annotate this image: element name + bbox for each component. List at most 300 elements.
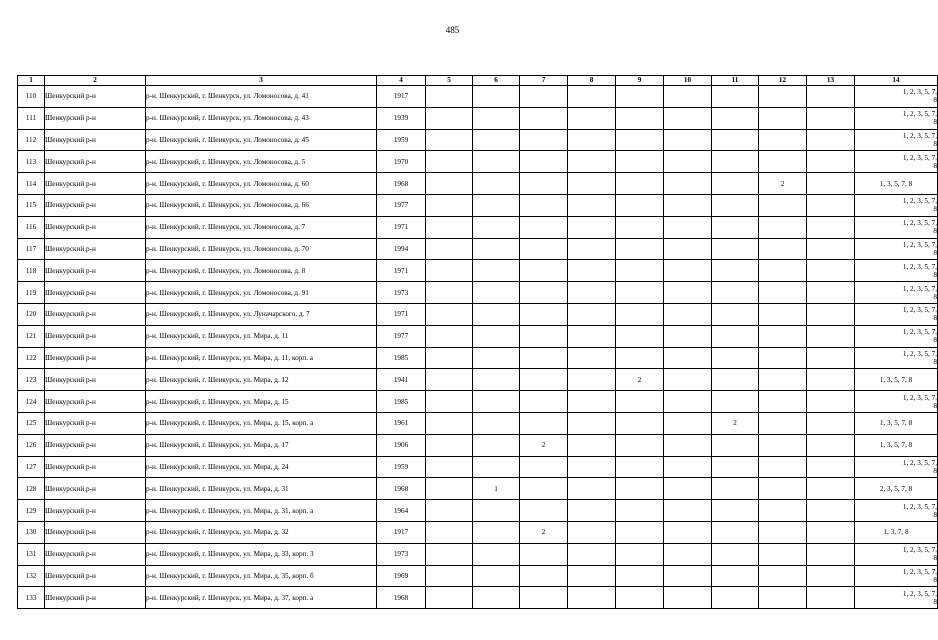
- row-number-cell: 128: [18, 478, 45, 500]
- col-8-cell: [568, 434, 616, 456]
- col-10-cell: [664, 369, 712, 391]
- col-11-cell: [712, 282, 759, 304]
- district-cell: Шенкурский р-н: [45, 151, 146, 173]
- col-14-line-2: 8: [933, 96, 937, 105]
- col-14-cell: [855, 543, 938, 565]
- col-11-cell: [712, 543, 759, 565]
- col-9-cell: [616, 478, 664, 500]
- address-cell: р-н. Шенкурский, г. Шенкурск, ул. Мира, д. 31: [146, 478, 377, 500]
- col-5-cell: [426, 543, 473, 565]
- table-row: [18, 86, 938, 108]
- col-11-cell: [712, 434, 759, 456]
- col-11-cell: [712, 194, 759, 216]
- col-12-cell: [759, 86, 807, 108]
- col-13-cell: [807, 282, 855, 304]
- col-14-cell: [855, 391, 938, 413]
- col-8-cell: [568, 587, 616, 609]
- col-9-cell: [616, 86, 664, 108]
- row-number-cell: 120: [18, 303, 45, 325]
- col-10-cell: [664, 325, 712, 347]
- col-11-cell: [712, 151, 759, 173]
- col-7-cell: [520, 412, 568, 434]
- year-cell: 1968: [377, 173, 426, 195]
- address-cell: р-н. Шенкурский, г. Шенкурск, ул. Ломоносова, д. 41: [146, 86, 377, 108]
- col-12-cell: [759, 347, 807, 369]
- col-7-cell: 2: [520, 521, 568, 543]
- row-number-cell: 111: [18, 107, 45, 129]
- table-row: [18, 543, 938, 565]
- col-5-cell: [426, 86, 473, 108]
- col-9-cell: [616, 173, 664, 195]
- col-8-cell: [568, 86, 616, 108]
- col-10-cell: [664, 260, 712, 282]
- col-12-cell: [759, 194, 807, 216]
- address-cell: р-н. Шенкурский, г. Шенкурск, ул. Ломоносова, д. 43: [146, 107, 377, 129]
- col-14-line-1: 1, 2, 3, 5, 7,: [902, 502, 937, 511]
- col-9-cell: [616, 543, 664, 565]
- address-cell: р-н. Шенкурский, г. Шенкурск, ул. Ломоносова, д. 91: [146, 282, 377, 304]
- col-14-line-1: 1, 2, 3, 5, 7,: [902, 131, 937, 140]
- table-row: [18, 260, 938, 282]
- district-cell: Шенкурский р-н: [45, 521, 146, 543]
- col-10-cell: [664, 456, 712, 478]
- table-row: [18, 456, 938, 478]
- column-header: 1: [18, 76, 45, 86]
- col-11-cell: [712, 500, 759, 522]
- district-cell: Шенкурский р-н: [45, 478, 146, 500]
- col-14-cell: [855, 107, 938, 129]
- col-10-cell: [664, 434, 712, 456]
- col-14-line-2: 8: [933, 248, 937, 257]
- col-7-cell: [520, 347, 568, 369]
- col-14-cell: [855, 369, 938, 391]
- col-5-cell: [426, 129, 473, 151]
- col-8-cell: [568, 260, 616, 282]
- district-cell: Шенкурский р-н: [45, 129, 146, 151]
- year-cell: 1985: [377, 347, 426, 369]
- col-8-cell: [568, 194, 616, 216]
- row-number-cell: 115: [18, 194, 45, 216]
- col-14-cell: [855, 282, 938, 304]
- col-10-cell: [664, 238, 712, 260]
- col-14-line-2: 8: [933, 336, 937, 345]
- col-7-cell: 2: [520, 434, 568, 456]
- col-5-cell: [426, 282, 473, 304]
- col-14-line-1: 1, 2, 3, 5, 7,: [902, 110, 937, 119]
- col-5-cell: [426, 260, 473, 282]
- address-cell: р-н. Шенкурский, г. Шенкурск, ул. Ломоносова, д. 8: [146, 260, 377, 282]
- col-9-cell: [616, 151, 664, 173]
- year-cell: 1971: [377, 303, 426, 325]
- col-14-cell: [855, 500, 938, 522]
- table-row: [18, 565, 938, 587]
- col-11-cell: [712, 303, 759, 325]
- table-row: [18, 391, 938, 413]
- address-cell: р-н. Шенкурский, г. Шенкурск, ул. Мира, д. 11: [146, 325, 377, 347]
- col-13-cell: [807, 260, 855, 282]
- col-11-cell: [712, 238, 759, 260]
- col-10-cell: [664, 303, 712, 325]
- col-5-cell: [426, 500, 473, 522]
- column-header: 12: [759, 76, 807, 86]
- col-6-cell: [473, 521, 520, 543]
- table-row: [18, 303, 938, 325]
- col-14-line-2: 8: [933, 401, 937, 410]
- column-header: 14: [855, 76, 938, 86]
- col-13-cell: [807, 456, 855, 478]
- col-12-cell: [759, 238, 807, 260]
- col-6-cell: [473, 194, 520, 216]
- col-7-cell: [520, 478, 568, 500]
- col-13-cell: [807, 151, 855, 173]
- district-cell: Шенкурский р-н: [45, 238, 146, 260]
- address-cell: р-н. Шенкурский, г. Шенкурск, ул. Мира, д. 35, корп. б: [146, 565, 377, 587]
- col-10-cell: [664, 391, 712, 413]
- col-8-cell: [568, 456, 616, 478]
- col-6-cell: [473, 347, 520, 369]
- col-6-cell: [473, 282, 520, 304]
- table-row: [18, 500, 938, 522]
- col-7-cell: [520, 194, 568, 216]
- col-14-line-1: 2, 3, 5, 7, 8: [879, 484, 913, 493]
- col-14-line-1: 1, 2, 3, 5, 7,: [902, 567, 937, 576]
- col-7-cell: [520, 565, 568, 587]
- table-row: [18, 587, 938, 609]
- row-number-cell: 131: [18, 543, 45, 565]
- col-14-line-2: 8: [933, 205, 937, 214]
- col-13-cell: [807, 194, 855, 216]
- col-12-cell: [759, 521, 807, 543]
- col-11-cell: [712, 478, 759, 500]
- table-body: [18, 86, 938, 609]
- col-14-line-1: 1, 2, 3, 5, 7,: [902, 589, 937, 598]
- col-8-cell: [568, 347, 616, 369]
- page-number: 485: [445, 25, 460, 35]
- col-13-cell: [807, 347, 855, 369]
- district-cell: Шенкурский р-н: [45, 194, 146, 216]
- col-14-cell: [855, 434, 938, 456]
- year-cell: 1985: [377, 391, 426, 413]
- col-11-cell: [712, 260, 759, 282]
- col-6-cell: [473, 260, 520, 282]
- row-number-cell: 133: [18, 587, 45, 609]
- col-7-cell: [520, 238, 568, 260]
- col-9-cell: [616, 325, 664, 347]
- col-6-cell: [473, 543, 520, 565]
- col-5-cell: [426, 347, 473, 369]
- column-header: 8: [568, 76, 616, 86]
- col-11-cell: [712, 129, 759, 151]
- col-14-line-1: 1, 2, 3, 5, 7,: [902, 328, 937, 337]
- column-header: 11: [712, 76, 759, 86]
- col-6-cell: [473, 391, 520, 413]
- col-7-cell: [520, 325, 568, 347]
- col-11-cell: [712, 173, 759, 195]
- address-cell: р-н. Шенкурский, г. Шенкурск, ул. Мира, д. 32: [146, 521, 377, 543]
- column-header: 3: [146, 76, 377, 86]
- row-number-cell: 121: [18, 325, 45, 347]
- col-13-cell: [807, 303, 855, 325]
- col-14-cell: [855, 565, 938, 587]
- address-cell: р-н. Шенкурский, г. Шенкурск, ул. Луначарского, д. 7: [146, 303, 377, 325]
- col-14-line-2: 8: [933, 139, 937, 148]
- address-cell: р-н. Шенкурский, г. Шенкурск, ул. Мира, д. 15: [146, 391, 377, 413]
- col-5-cell: [426, 565, 473, 587]
- col-12-cell: [759, 412, 807, 434]
- col-10-cell: [664, 543, 712, 565]
- district-cell: Шенкурский р-н: [45, 303, 146, 325]
- col-7-cell: [520, 500, 568, 522]
- row-number-cell: 123: [18, 369, 45, 391]
- col-10-cell: [664, 347, 712, 369]
- col-8-cell: [568, 369, 616, 391]
- row-number-cell: 125: [18, 412, 45, 434]
- table-row: [18, 521, 938, 543]
- col-14-cell: [855, 238, 938, 260]
- col-14-line-2: 8: [933, 227, 937, 236]
- row-number-cell: 127: [18, 456, 45, 478]
- col-9-cell: [616, 238, 664, 260]
- col-8-cell: [568, 500, 616, 522]
- col-7-cell: [520, 86, 568, 108]
- col-8-cell: [568, 391, 616, 413]
- col-14-line-2: 8: [933, 597, 937, 606]
- col-9-cell: [616, 500, 664, 522]
- col-8-cell: [568, 173, 616, 195]
- year-cell: 1973: [377, 543, 426, 565]
- col-14-line-1: 1, 2, 3, 5, 7,: [902, 262, 937, 271]
- year-cell: 1968: [377, 587, 426, 609]
- col-5-cell: [426, 303, 473, 325]
- row-number-cell: 129: [18, 500, 45, 522]
- col-14-cell: [855, 347, 938, 369]
- col-12-cell: [759, 391, 807, 413]
- address-cell: р-н. Шенкурский, г. Шенкурск, ул. Ломоносова, д. 66: [146, 194, 377, 216]
- col-14-line-2: 8: [933, 575, 937, 584]
- col-12-cell: [759, 587, 807, 609]
- row-number-cell: 122: [18, 347, 45, 369]
- col-5-cell: [426, 107, 473, 129]
- col-8-cell: [568, 216, 616, 238]
- col-10-cell: [664, 129, 712, 151]
- col-5-cell: [426, 151, 473, 173]
- year-cell: 1968: [377, 478, 426, 500]
- col-8-cell: [568, 107, 616, 129]
- col-14-line-2: 8: [933, 270, 937, 279]
- col-10-cell: [664, 412, 712, 434]
- col-14-line-2: 8: [933, 466, 937, 475]
- col-9-cell: [616, 565, 664, 587]
- col-9-cell: [616, 282, 664, 304]
- col-13-cell: [807, 129, 855, 151]
- col-12-cell: [759, 565, 807, 587]
- col-5-cell: [426, 456, 473, 478]
- col-9-cell: [616, 521, 664, 543]
- table-row: [18, 478, 938, 500]
- column-header: 9: [616, 76, 664, 86]
- year-cell: 1977: [377, 194, 426, 216]
- col-5-cell: [426, 194, 473, 216]
- table-row: [18, 129, 938, 151]
- year-cell: 1961: [377, 412, 426, 434]
- col-5-cell: [426, 412, 473, 434]
- col-10-cell: [664, 587, 712, 609]
- col-6-cell: [473, 412, 520, 434]
- year-cell: 1971: [377, 260, 426, 282]
- col-11-cell: [712, 107, 759, 129]
- col-14-cell: [855, 587, 938, 609]
- col-14-line-1: 1, 3, 5, 7, 8: [879, 179, 913, 188]
- col-12-cell: [759, 434, 807, 456]
- col-7-cell: [520, 260, 568, 282]
- col-8-cell: [568, 129, 616, 151]
- col-14-line-1: 1, 2, 3, 5, 7,: [902, 88, 937, 97]
- district-cell: Шенкурский р-н: [45, 434, 146, 456]
- col-13-cell: [807, 238, 855, 260]
- col-14-cell: [855, 303, 938, 325]
- col-12-cell: [759, 478, 807, 500]
- column-header: 6: [473, 76, 520, 86]
- col-13-cell: [807, 565, 855, 587]
- district-cell: Шенкурский р-н: [45, 347, 146, 369]
- district-cell: Шенкурский р-н: [45, 173, 146, 195]
- col-9-cell: [616, 129, 664, 151]
- col-10-cell: [664, 282, 712, 304]
- col-7-cell: [520, 151, 568, 173]
- col-6-cell: [473, 434, 520, 456]
- col-8-cell: [568, 151, 616, 173]
- year-cell: 1971: [377, 216, 426, 238]
- col-5-cell: [426, 587, 473, 609]
- column-header: 2: [45, 76, 146, 86]
- col-14-line-1: 1, 2, 3, 5, 7,: [902, 219, 937, 228]
- col-13-cell: [807, 325, 855, 347]
- table-row: [18, 325, 938, 347]
- col-12-cell: [759, 500, 807, 522]
- row-number-cell: 114: [18, 173, 45, 195]
- table-row: [18, 216, 938, 238]
- col-6-cell: [473, 500, 520, 522]
- col-11-cell: [712, 565, 759, 587]
- col-9-cell: [616, 347, 664, 369]
- col-11-cell: [712, 391, 759, 413]
- col-14-line-1: 1, 2, 3, 5, 7,: [902, 393, 937, 402]
- col-8-cell: [568, 412, 616, 434]
- year-cell: 1970: [377, 151, 426, 173]
- col-13-cell: [807, 216, 855, 238]
- col-14-line-1: 1, 2, 3, 5, 7,: [902, 349, 937, 358]
- table-row: [18, 412, 938, 434]
- district-cell: Шенкурский р-н: [45, 587, 146, 609]
- col-5-cell: [426, 238, 473, 260]
- col-14-cell: [855, 456, 938, 478]
- col-14-line-1: 1, 3, 5, 7, 8: [879, 441, 913, 450]
- district-cell: Шенкурский р-н: [45, 260, 146, 282]
- table-row: [18, 369, 938, 391]
- col-14-cell: [855, 151, 938, 173]
- col-7-cell: [520, 369, 568, 391]
- col-6-cell: [473, 456, 520, 478]
- col-12-cell: [759, 107, 807, 129]
- col-14-line-2: 8: [933, 161, 937, 170]
- row-number-cell: 116: [18, 216, 45, 238]
- col-9-cell: [616, 216, 664, 238]
- col-10-cell: [664, 521, 712, 543]
- row-number-cell: 112: [18, 129, 45, 151]
- col-6-cell: [473, 173, 520, 195]
- col-7-cell: [520, 216, 568, 238]
- row-number-cell: 132: [18, 565, 45, 587]
- col-12-cell: [759, 303, 807, 325]
- col-13-cell: [807, 521, 855, 543]
- year-cell: 1977: [377, 325, 426, 347]
- col-13-cell: [807, 500, 855, 522]
- district-cell: Шенкурский р-н: [45, 500, 146, 522]
- district-cell: Шенкурский р-н: [45, 391, 146, 413]
- district-cell: Шенкурский р-н: [45, 543, 146, 565]
- col-14-line-2: 8: [933, 510, 937, 519]
- row-number-cell: 118: [18, 260, 45, 282]
- col-10-cell: [664, 565, 712, 587]
- col-8-cell: [568, 478, 616, 500]
- col-9-cell: [616, 456, 664, 478]
- col-14-line-2: 8: [933, 314, 937, 323]
- col-8-cell: [568, 238, 616, 260]
- year-cell: 1917: [377, 521, 426, 543]
- col-13-cell: [807, 412, 855, 434]
- col-12-cell: [759, 129, 807, 151]
- address-cell: р-н. Шенкурский, г. Шенкурск, ул. Ломоносова, д. 60: [146, 173, 377, 195]
- row-number-cell: 126: [18, 434, 45, 456]
- col-5-cell: [426, 391, 473, 413]
- col-6-cell: [473, 107, 520, 129]
- col-14-line-1: 1, 3, 7, 8: [883, 528, 909, 537]
- col-11-cell: [712, 369, 759, 391]
- col-7-cell: [520, 587, 568, 609]
- address-cell: р-н. Шенкурский, г. Шенкурск, ул. Мира, д. 15, корп. а: [146, 412, 377, 434]
- district-cell: Шенкурский р-н: [45, 412, 146, 434]
- col-7-cell: [520, 391, 568, 413]
- year-cell: 1941: [377, 369, 426, 391]
- col-7-cell: [520, 543, 568, 565]
- col-5-cell: [426, 369, 473, 391]
- col-13-cell: [807, 543, 855, 565]
- col-7-cell: [520, 107, 568, 129]
- col-6-cell: [473, 238, 520, 260]
- col-12-cell: [759, 260, 807, 282]
- col-12-cell: [759, 282, 807, 304]
- col-8-cell: [568, 543, 616, 565]
- col-14-cell: [855, 521, 938, 543]
- col-9-cell: [616, 107, 664, 129]
- col-13-cell: [807, 391, 855, 413]
- col-14-line-2: 8: [933, 292, 937, 301]
- address-cell: р-н. Шенкурский, г. Шенкурск, ул. Мира, д. 24: [146, 456, 377, 478]
- col-9-cell: [616, 434, 664, 456]
- col-12-cell: [759, 216, 807, 238]
- column-header: 7: [520, 76, 568, 86]
- year-cell: 1959: [377, 129, 426, 151]
- col-10-cell: [664, 216, 712, 238]
- table-row: [18, 434, 938, 456]
- col-14-line-1: 1, 3, 5, 7, 8: [879, 419, 913, 428]
- col-12-cell: 2: [759, 173, 807, 195]
- col-11-cell: [712, 521, 759, 543]
- year-cell: 1906: [377, 434, 426, 456]
- col-10-cell: [664, 478, 712, 500]
- row-number-cell: 130: [18, 521, 45, 543]
- col-13-cell: [807, 369, 855, 391]
